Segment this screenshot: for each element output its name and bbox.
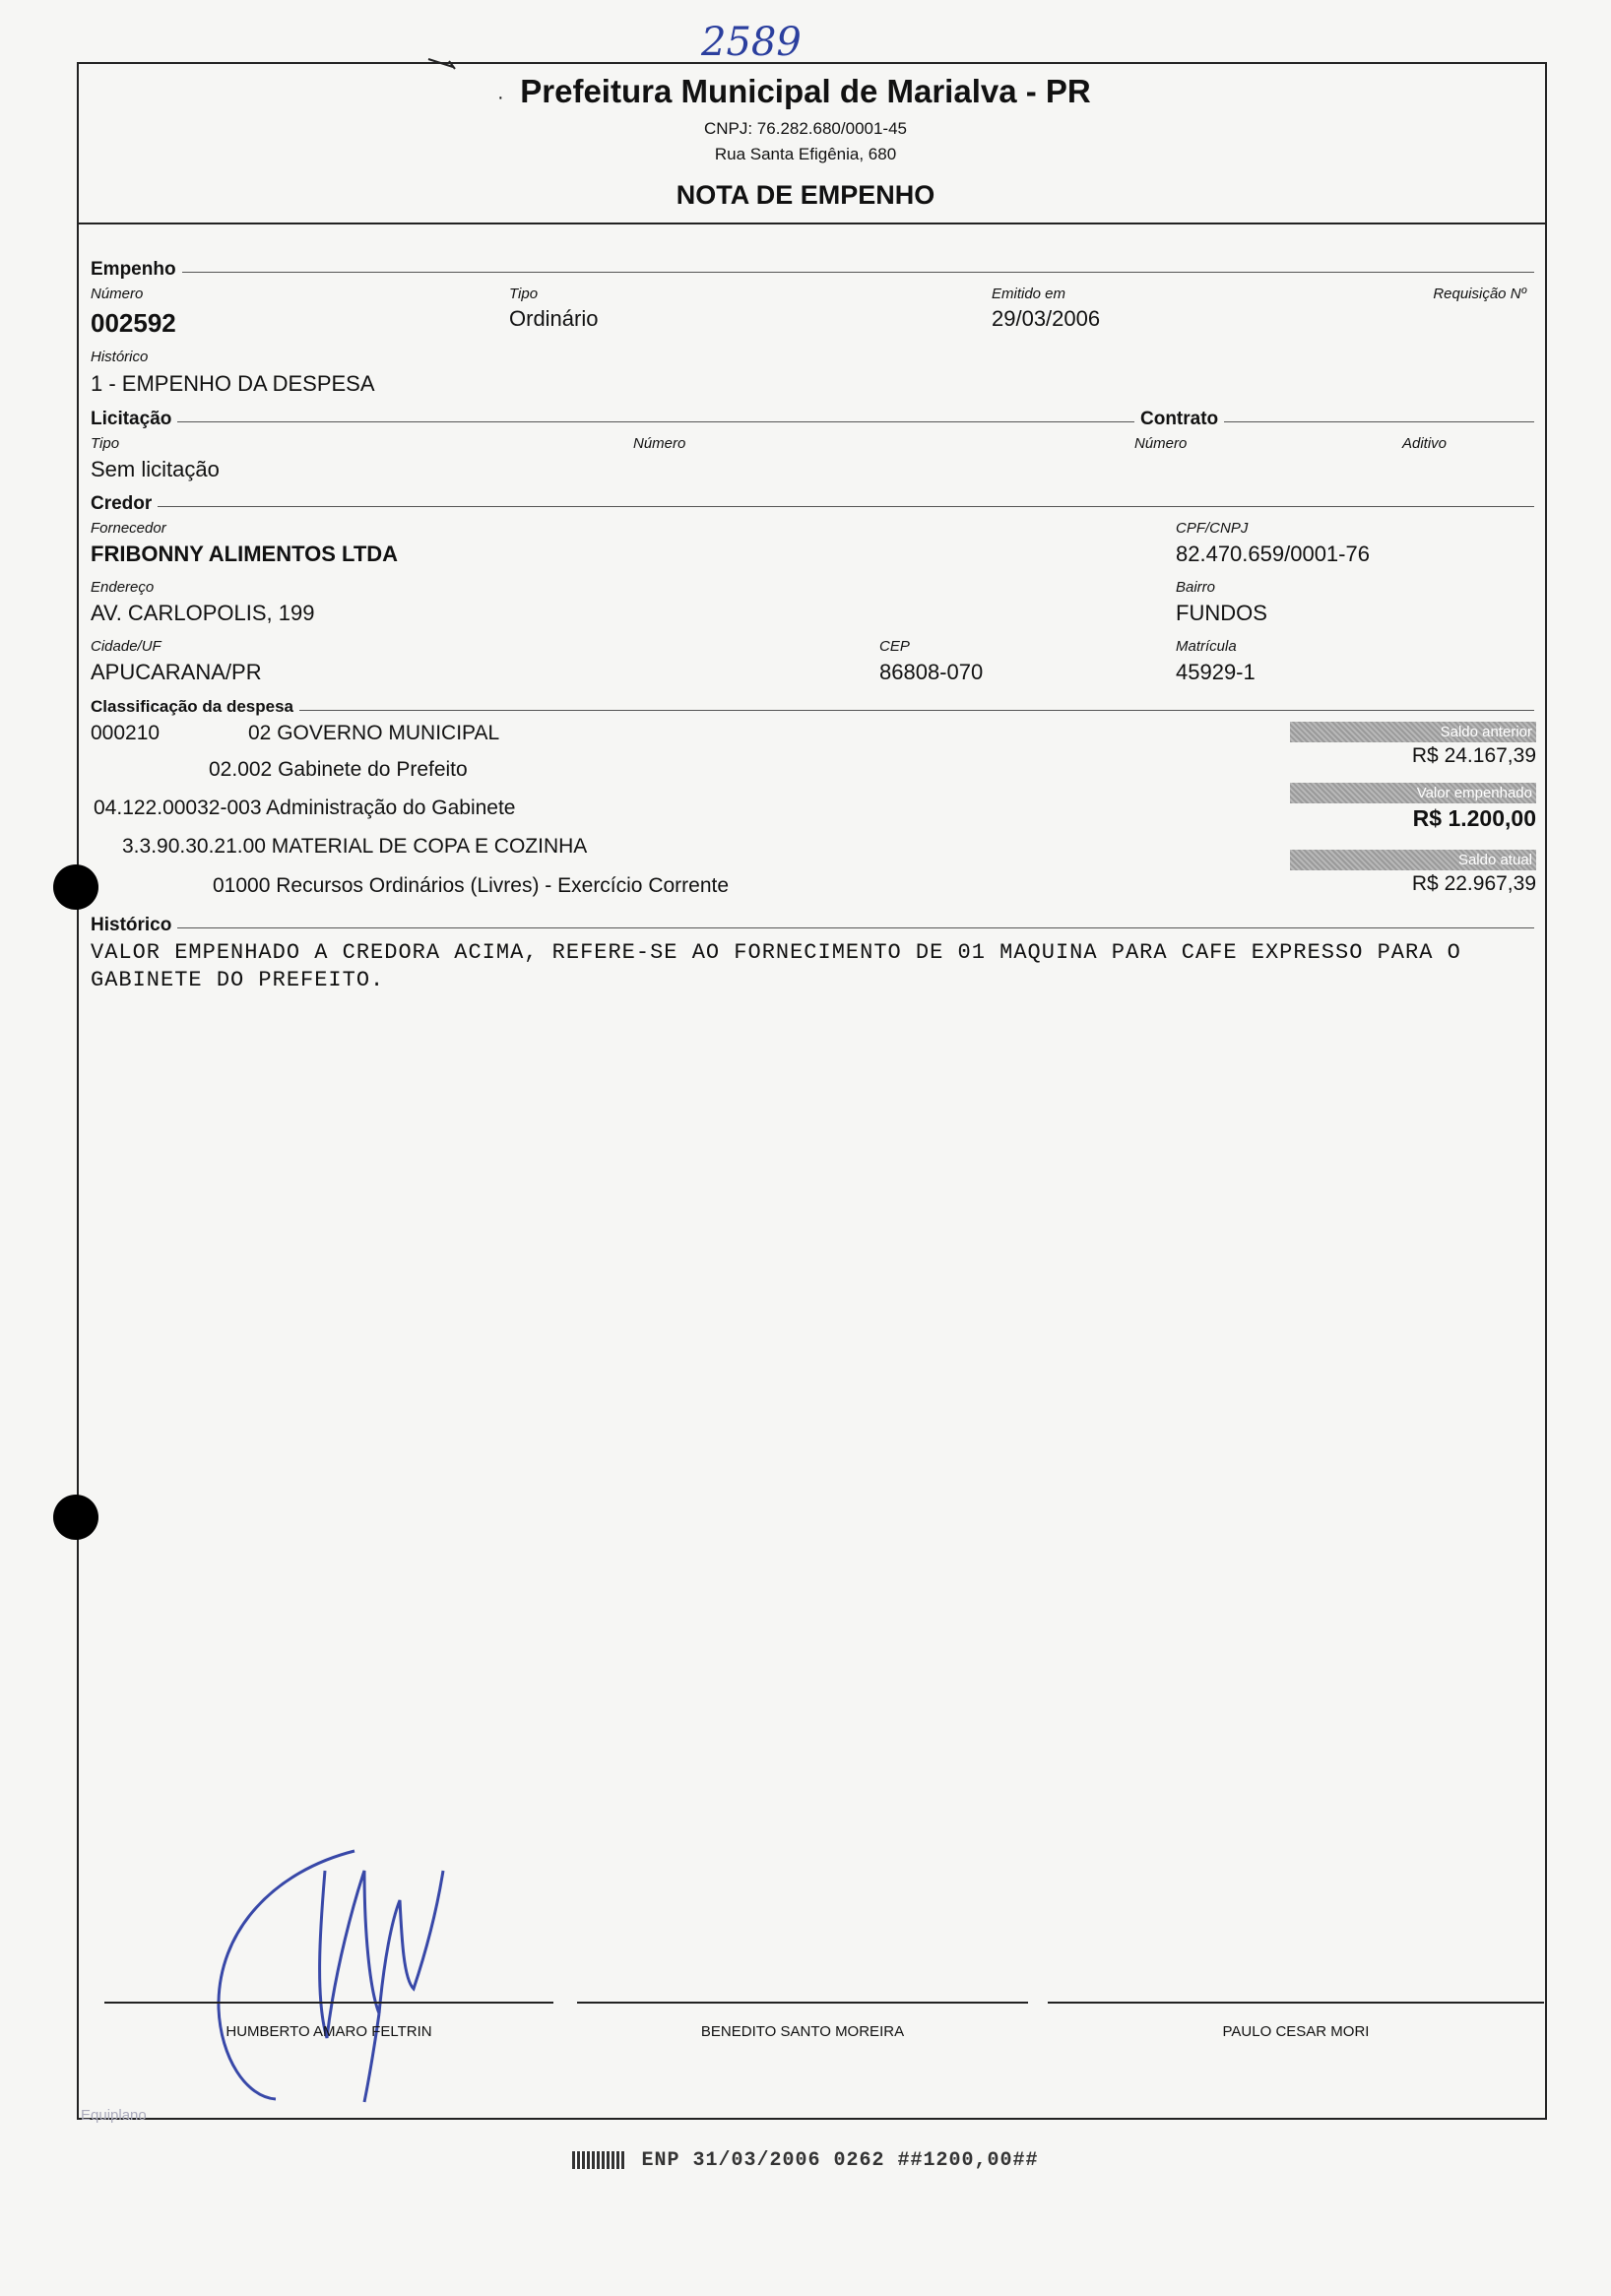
cidade-uf: APUCARANA/PR xyxy=(91,660,262,684)
emitido-label: Emitido em xyxy=(992,286,1066,302)
section-credor: Credor xyxy=(91,493,158,515)
saldo-anterior-label: Saldo anterior xyxy=(1290,722,1536,742)
signatory-name: PAULO CESAR MORI xyxy=(1222,2023,1370,2040)
header-divider xyxy=(77,223,1547,224)
licitacao-tipo-label: Tipo xyxy=(91,435,120,452)
section-rule xyxy=(91,272,1534,273)
software-watermark: Equiplano xyxy=(81,2107,147,2124)
signatory-name: HUMBERTO AMARO FELTRIN xyxy=(226,2023,432,2040)
bairro: FUNDOS xyxy=(1176,601,1267,625)
historico-line: GABINETE DO PREFEITO. xyxy=(91,968,385,992)
signature-line xyxy=(577,2002,1028,2004)
valor-empenhado-value: R$ 1.200,00 xyxy=(1412,805,1536,831)
section-empenho: Empenho xyxy=(91,259,182,281)
footer-stamp xyxy=(0,2149,1611,2172)
section-rule xyxy=(91,710,1534,711)
footer-stamp-text: ENP 31/03/2006 0262 ##1200,00## xyxy=(641,2149,1039,2172)
contrato-numero-label: Número xyxy=(1134,435,1188,452)
cpf-cnpj: 82.470.659/0001-76 xyxy=(1176,542,1370,566)
numero-label: Número xyxy=(91,286,144,302)
empenho-tipo: Ordinário xyxy=(509,306,599,331)
fornecedor-label: Fornecedor xyxy=(91,520,166,537)
matricula-label: Matrícula xyxy=(1176,638,1237,655)
handwritten-number: 2589 xyxy=(701,20,802,65)
section-classificacao: Classificação da despesa xyxy=(91,697,299,717)
cpf-label: CPF/CNPJ xyxy=(1176,520,1249,537)
saldo-anterior-value: R$ 24.167,39 xyxy=(1411,744,1536,767)
section-rule xyxy=(91,506,1534,507)
empenho-numero: 002592 xyxy=(91,308,176,338)
section-rule xyxy=(91,927,1534,928)
cidade-label: Cidade/UF xyxy=(91,638,161,655)
historico-line: VALOR EMPENHADO A CREDORA ACIMA, REFERE-SE AO FORNECIMENTO DE 01 MAQUINA PARA CAFE EXPRESSO PARA O xyxy=(91,940,1461,965)
tipo-label: Tipo xyxy=(509,286,539,302)
section-rule xyxy=(91,421,1534,422)
contrato-aditivo-label: Aditivo xyxy=(1402,435,1448,452)
classificacao-line: 02 GOVERNO MUNICIPAL xyxy=(248,722,500,744)
classificacao-line: 3.3.90.30.21.00 MATERIAL DE COPA E COZINHA xyxy=(122,835,588,858)
document-title: NOTA DE EMPENHO xyxy=(676,180,935,210)
cep-label: CEP xyxy=(879,638,910,655)
punch-hole xyxy=(53,864,98,910)
section-contrato: Contrato xyxy=(1134,409,1224,430)
saldo-atual-label: Saldo atual xyxy=(1290,850,1536,870)
fornecedor-name: FRIBONNY ALIMENTOS LTDA xyxy=(91,542,399,566)
signature-line xyxy=(1048,2002,1544,2004)
endereco: AV. CARLOPOLIS, 199 xyxy=(91,601,315,625)
emitido-em: 29/03/2006 xyxy=(992,306,1101,331)
requisicao-label: Requisição Nº xyxy=(1433,286,1526,302)
classificacao-code: 000210 xyxy=(91,722,161,744)
punch-hole xyxy=(53,1495,98,1540)
section-historico: Histórico xyxy=(91,915,177,936)
bullet-mark: · xyxy=(497,87,504,108)
endereco-label: Endereço xyxy=(91,579,155,596)
barcode-icon xyxy=(572,2151,625,2169)
organization-name: Prefeitura Municipal de Marialva - PR xyxy=(520,73,1091,109)
classificacao-line: 04.122.00032-003 Administração do Gabinete xyxy=(94,797,516,819)
classificacao-line: 02.002 Gabinete do Prefeito xyxy=(209,758,468,781)
organization-address: Rua Santa Efigênia, 680 xyxy=(714,145,897,163)
empenho-historico: 1 - EMPENHO DA DESPESA xyxy=(91,371,375,396)
section-licitacao: Licitação xyxy=(91,409,177,430)
signature-line xyxy=(104,2002,553,2004)
saldo-atual-value: R$ 22.967,39 xyxy=(1411,872,1536,895)
classificacao-line: 01000 Recursos Ordinários (Livres) - Exercício Corrente xyxy=(213,874,730,897)
matricula: 45929-1 xyxy=(1176,660,1256,684)
organization-cnpj: CNPJ: 76.282.680/0001-45 xyxy=(703,119,908,138)
bairro-label: Bairro xyxy=(1176,579,1216,596)
licitacao-numero-label: Número xyxy=(633,435,686,452)
licitacao-tipo: Sem licitação xyxy=(91,457,220,481)
valor-empenhado-label: Valor empenhado xyxy=(1290,783,1536,803)
signatory-name: BENEDITO SANTO MOREIRA xyxy=(700,2023,905,2040)
historico-label: Histórico xyxy=(91,349,149,365)
cep: 86808-070 xyxy=(879,660,984,684)
handwritten-signature xyxy=(207,1812,483,2107)
